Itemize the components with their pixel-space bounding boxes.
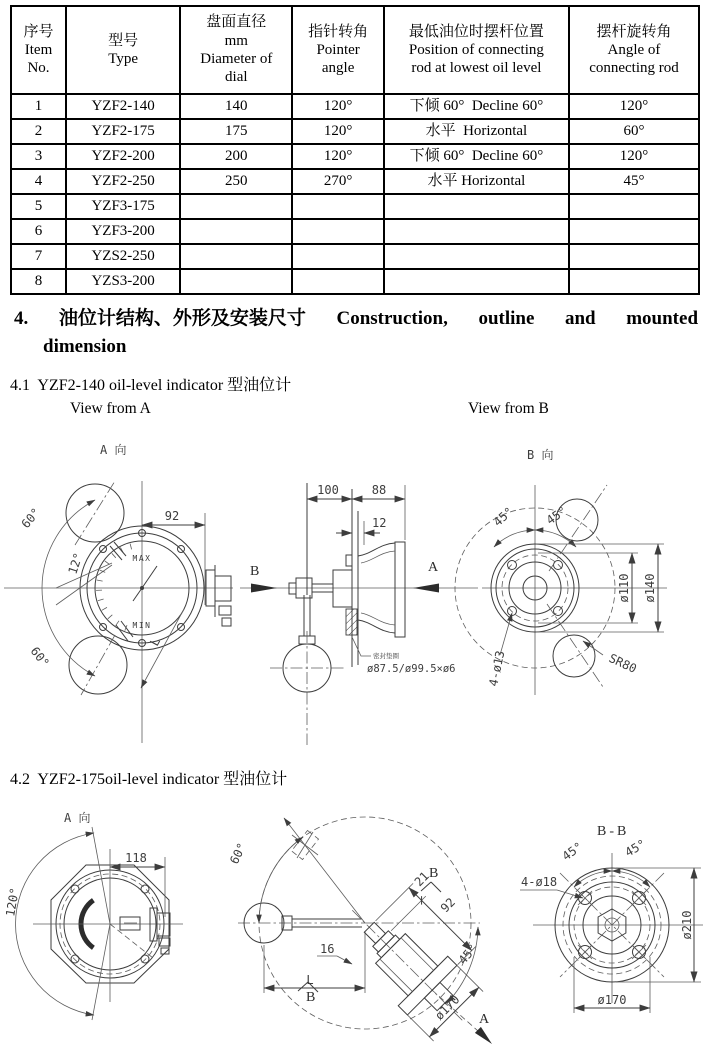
cell: 3 [11, 144, 66, 169]
cell: 8 [11, 269, 66, 294]
side-fitting-2 [150, 908, 170, 954]
spec-table [10, 5, 700, 295]
dial-max-label: MAX [132, 554, 152, 563]
cell [180, 269, 292, 294]
cell: YZF2-200 [66, 144, 180, 169]
fig1-side-view [240, 483, 478, 745]
section-b-upper-label: B [429, 866, 439, 881]
table-row [11, 169, 699, 194]
cell [569, 244, 699, 269]
cell: YZF3-200 [66, 219, 180, 244]
section-b-lower-label: B [306, 990, 316, 1005]
cell [292, 219, 384, 244]
col-header-dial-diameter: 盘面直径 mm Diameter of dial [180, 6, 292, 94]
col-header-rod-position: 最低油位时摆杆位置 Position of connecting rod at lowest oil level [384, 6, 569, 94]
cell [569, 219, 699, 244]
table-row [11, 219, 699, 244]
cell: 1 [11, 94, 66, 119]
angle-45-right-label: 45° [543, 503, 570, 528]
table-row [11, 194, 699, 219]
section-4-1-heading: 4.1 YZF2-140 oil-level indicator 型油位计 [10, 377, 292, 394]
dim-12-label: 12 [372, 516, 387, 530]
center-slot [120, 917, 140, 930]
dial-min-label: MIN [132, 621, 152, 630]
table-row [11, 244, 699, 269]
cell [292, 194, 384, 219]
cell: 水平 Horizontal [384, 169, 569, 194]
view-a-direction-label-2: A 向 [64, 811, 91, 825]
cell: 60° [569, 119, 699, 144]
cell [569, 269, 699, 294]
dim-92-label: 92 [164, 509, 180, 523]
view-from-a-label: View from A [70, 400, 151, 417]
cell: 200 [180, 144, 292, 169]
float-lower-b [547, 604, 603, 687]
view-a-arrow-2 [475, 1027, 492, 1044]
cell [569, 194, 699, 219]
cell: YZF2-250 [66, 169, 180, 194]
cell: 水平 Horizontal [384, 119, 569, 144]
section-4-title-en: Construction, outline and mounted [336, 308, 699, 329]
angle-60-upper-label: 60° [18, 505, 44, 531]
view-b-arrow [251, 584, 277, 593]
cell: YZF2-175 [66, 119, 180, 144]
view-a-arrow-label-2: A [478, 1012, 490, 1027]
cell [384, 244, 569, 269]
view-a-arrow-label: A [428, 560, 439, 575]
section-bb-title: B-B [597, 824, 630, 839]
dim-L-label-2: L [306, 973, 314, 987]
col-header-pointer-angle: 指针转角 Pointer angle [292, 6, 384, 94]
cell: 120° [292, 119, 384, 144]
cell: 45° [569, 169, 699, 194]
angle-120-label: 120° [3, 886, 22, 918]
col-header-item-no: 序号 Item No. [11, 6, 66, 94]
cell [180, 219, 292, 244]
pointer-needle [133, 566, 157, 601]
cell: 5 [11, 194, 66, 219]
cell [384, 219, 569, 244]
dim-118-label: 118 [125, 851, 147, 865]
dim-88-label: 88 [371, 483, 387, 497]
cell: YZF3-175 [66, 194, 180, 219]
cell: YZS3-200 [66, 269, 180, 294]
cell: 下倾 60° Decline 60° [384, 94, 569, 119]
angle-60-label-2: 60° [227, 840, 250, 867]
gasket-hatched [346, 609, 357, 635]
float-upper-b [549, 485, 607, 571]
view-b-direction-label: B 向 [527, 448, 554, 462]
float-lower [69, 621, 133, 695]
header-row [11, 6, 699, 94]
angle-12-label: 12° [65, 550, 86, 576]
holes-4d18-label: 4-ø18 [521, 875, 558, 889]
cell: YZF2-140 [66, 94, 180, 119]
cell [292, 269, 384, 294]
cell: 6 [11, 219, 66, 244]
dim-21-label: 21 [411, 868, 432, 890]
cell: 120° [569, 144, 699, 169]
cell: 250 [180, 169, 292, 194]
cell: 270° [292, 169, 384, 194]
cell: YZS2-250 [66, 244, 180, 269]
cell: 140 [180, 94, 292, 119]
tilted-gauge-assembly [328, 855, 519, 1046]
side-fitting [206, 565, 231, 626]
figure-yzf2-175 [0, 805, 709, 1055]
cell [180, 244, 292, 269]
cell: 下倾 60° Decline 60° [384, 144, 569, 169]
cell: 4 [11, 169, 66, 194]
dim-d140-label: ø140 [643, 573, 657, 603]
fig2-assembly [227, 817, 518, 1045]
table-row [11, 144, 699, 169]
angle-45-right-label-2: 45° [622, 836, 649, 860]
cell: 7 [11, 244, 66, 269]
dim-d170-label: ø170 [597, 993, 627, 1007]
cell [180, 194, 292, 219]
col-header-rod-angle: 摆杆旋转角 Angle of connecting rod [569, 6, 699, 94]
fig1-view-a [4, 443, 233, 743]
gasket-note-label: 密封垫圈 [373, 652, 399, 660]
table-row [11, 119, 699, 144]
cell [384, 194, 569, 219]
col-header-type: 型号 Type [66, 6, 180, 94]
view-a-direction-label: A 向 [100, 443, 127, 457]
section-4-heading-line2: dimension [43, 336, 127, 357]
fig1-view-b [455, 448, 667, 695]
figure-yzf2-140 [0, 425, 709, 755]
gasket-dims-label: ø87.5/ø99.5×ø6 [367, 663, 456, 675]
view-from-b-label: View from B [468, 400, 549, 417]
holes-4d13-label: 4-ø13 [486, 649, 508, 688]
cell: 2 [11, 119, 66, 144]
float-rod-and-ball [270, 595, 344, 745]
dim-d110-label: ø110 [617, 573, 631, 603]
section-4-number: 4. [14, 308, 29, 329]
dim-16-label: 16 [320, 942, 335, 956]
table-row [11, 94, 699, 119]
section-4-heading [14, 303, 698, 330]
dim-d210-label: ø210 [680, 910, 694, 940]
cell: 120° [569, 94, 699, 119]
cell [384, 269, 569, 294]
dim-100-label: 100 [317, 483, 339, 497]
angle-60-lower-label: 60° [27, 644, 53, 670]
cell: 120° [292, 94, 384, 119]
view-a-arrow [413, 584, 439, 593]
cell: 175 [180, 119, 292, 144]
view-b-arrow-label: B [250, 564, 260, 579]
table-row [11, 269, 699, 294]
flange-and-bell [358, 542, 405, 637]
radius-sr80-label: SR80 [606, 651, 639, 676]
dim-d170-side-label: ø170 [432, 992, 463, 1023]
gauge-body [333, 570, 352, 607]
angle-45-label-2: 45° [455, 941, 481, 967]
dim-92-label-2: 92 [437, 895, 458, 916]
fig2-view-a [3, 811, 183, 1020]
cell: 120° [292, 144, 384, 169]
angle-45-left-label: 45° [490, 504, 517, 530]
fig2-section-bb [520, 824, 703, 1013]
section-4-title-zh: 油位计结构、外形及安装尺寸 [58, 308, 306, 329]
section-4-2-heading: 4.2 YZF2-175oil-level indicator 型油位计 [10, 771, 288, 788]
cell [292, 244, 384, 269]
dim-L-label: L [147, 635, 164, 649]
angle-45-left-label-2: 45° [559, 839, 586, 864]
